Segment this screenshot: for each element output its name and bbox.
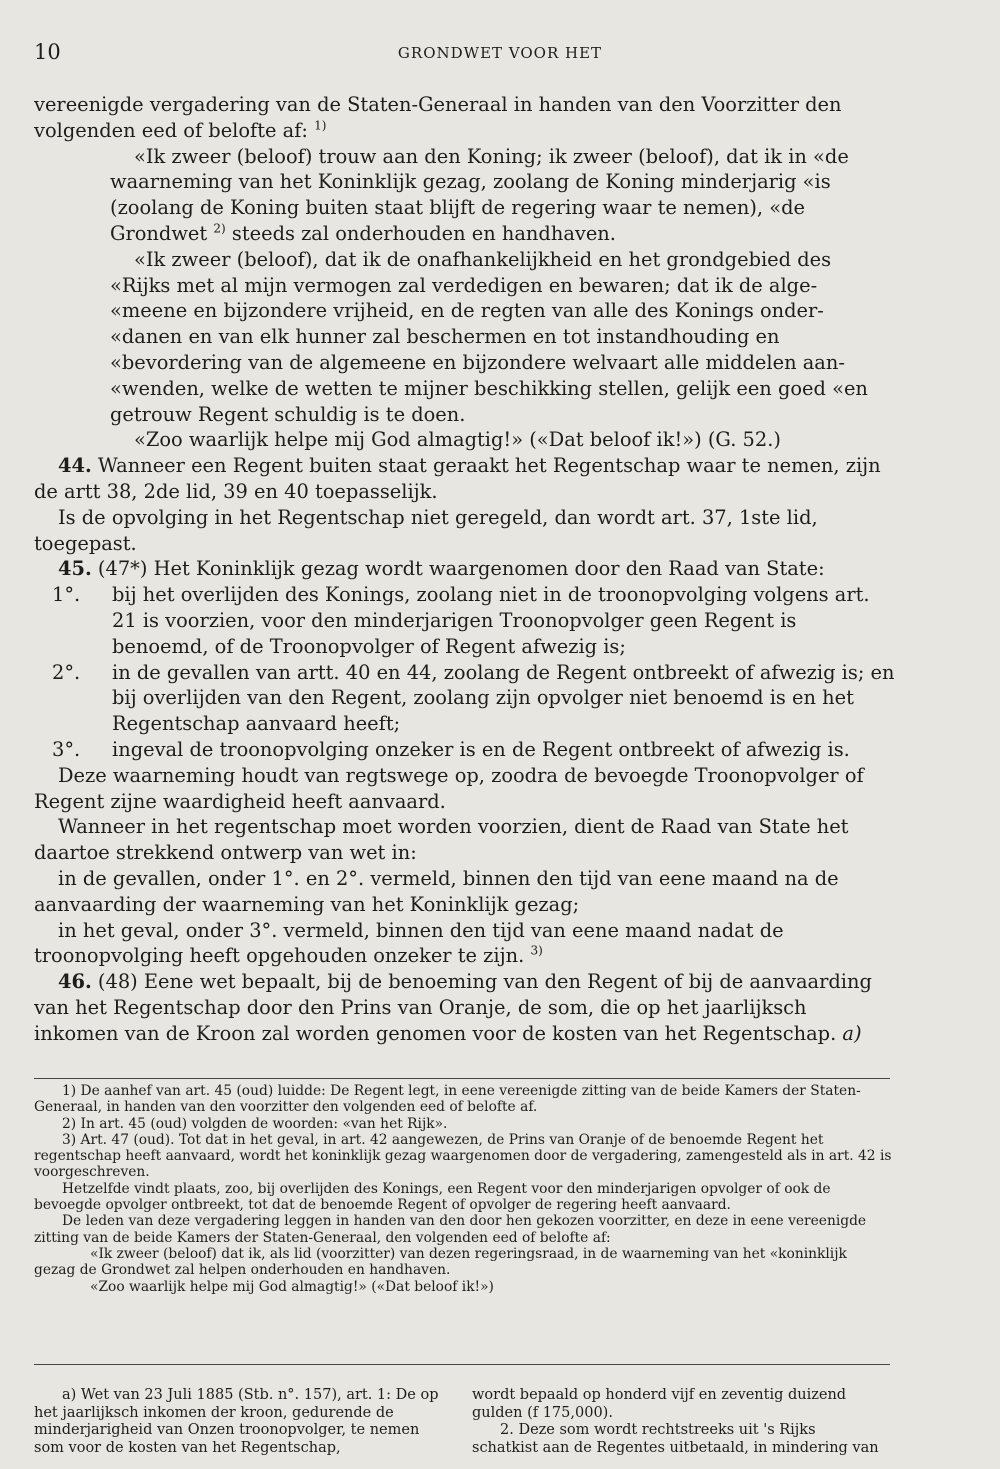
footnote-ref: 1) [314, 118, 327, 133]
footnote-quote: «Ik zweer (beloof) dat ik, als lid (voorzitter) van dezen regeringsraad, in de waarneming van het «koninklijk gezag de Grondwet zal helpen onderhouden en handhaven. [34, 1245, 847, 1279]
paragraph: vereenigde vergadering van de Staten-Generaal in handen van den Voorzitter den volgenden eed of belofte af: $^{1)}$ [34, 93, 842, 142]
running-title: GRONDWET VOOR HET [397, 44, 603, 62]
lower-notes-divider [34, 1364, 890, 1365]
footnote-ref: 2) [213, 221, 226, 236]
paragraph: Is de opvolging in het Regentschap niet geregeld, dan wordt art. 37, 1ste lid, toegepast. [34, 505, 818, 555]
page-number: 10 [34, 40, 61, 64]
article-number: 45. [58, 557, 92, 581]
footnote: Hetzelfde vindt plaats, zoo, bij overlijden des Konings, een Regent voor den minderjarigen opvolger of ook de bevoegde opvolger ontbreekt, tot dat de benoemde Regent of opvolger de regering heeft aanvaard. [34, 1180, 831, 1214]
footnote-quote: «Zoo waarlijk helpe mij God almagtig!» («Dat beloof ik!») [90, 1278, 494, 1295]
article-46: 46. (48) Eene wet bepaalt, bij de benoeming van den Regent of bij de aanvaarding van het Regentschap door den Prins van Oranje, de som, die op het jaarlijksch inkomen van de Kroon zal worden genomen voor de kosten van het Regentschap. a) [34, 970, 872, 1045]
lower-notes-right-column [472, 1387, 886, 1457]
footnote-ref: a) [842, 1021, 862, 1045]
paragraph: Deze waarneming houdt van regtswege op, zoodra de bevoegde Troonopvolger of Regent zijne waardigheid heeft aanvaard. [34, 763, 864, 813]
note-a-continued: wordt bepaald op honderd vijf en zeventig duizend gulden (f 175,000). [472, 1387, 847, 1421]
article-number: 44. [58, 454, 92, 478]
list-item: 2°. in de gevallen van artt. 40 en 44, zoolang de Regent ontbreekt of afwezig is; en bij overlijden van den Regent, zoolang zijn opvolger niet benoemd is en het Regentschap aanvaard heeft; [52, 660, 895, 736]
oath-paragraph: «Ik zweer (beloof) trouw aan den Koning; ik zweer (beloof), dat ik in «de waarneming van het Koninklijk gezag, zoolang de Koning minderjarig «is (zoolang de Koning buiten staat blijft de regering waar te nemen), «de Grondwet $^{2)}$ steeds zal onderhouden en handhaven. [110, 144, 849, 245]
article-number: 46. [58, 970, 92, 994]
note-a: a) Wet van 23 Juli 1885 (Stb. n°. 157), art. 1: De op het jaarlijksch inkomen der kroon, gedurende de minderjarigheid van Onzen troonopvolger, te nemen som voor de kosten van het Regentschap, [34, 1387, 439, 1456]
main-text [34, 92, 896, 1046]
footnote: De leden van deze vergadering leggen in handen van den door hen gekozen voorzitter, en deze in eene vereenigde zitting van de beide Kamers der Staten-Generaal, den volgenden eed of belofte af: [34, 1213, 867, 1246]
article-44: 44. Wanneer een Regent buiten staat geraakt het Regentschap waar te nemen, zijn de artt 38, 2de lid, 39 en 40 toepasselijk. [34, 454, 881, 503]
oath-paragraph: «Zoo waarlijk helpe mij God almagtig!» («Dat beloof ik!») (G. 52.) [134, 428, 781, 452]
list-item: 3°. ingeval de troonopvolging onzeker is en de Regent ontbreekt of afwezig is. [52, 737, 850, 761]
footnote: 1) De aanhef van art. 45 (oud) luidde: De Regent legt, in eene vereenigde zitting van de beide Kamers der Staten-Generaal, in handen van den voorzitter den volgenden eed of belofte af. [34, 1083, 861, 1116]
page-header [30, 40, 970, 64]
footnote-divider [34, 1078, 890, 1079]
paragraph: in het geval, onder 3°. vermeld, binnen den tijd van eene maand nadat de troonopvolging heeft opgehouden onzeker te zijn. $^{3)}$ [34, 918, 784, 968]
oath-paragraph: «Ik zweer (beloof), dat ik de onafhankelijkheid en het grondgebied des «Rijks met al mijn vermogen zal verdedigen en bewaren; dat ik de alge- «meene en bijzondere vrijheid, en de regten van alle des Konings onder- «danen en van elk hunner zal beschermen en tot instandhouding en «bevordering van de algemeene en bijzondere welvaart alle middelen aan- «wenden, welke de wetten te mijner beschikking stellen, gelijk een goed «en getrouw Regent schuldig is te doen. [110, 247, 868, 426]
paragraph: in de gevallen, onder 1°. en 2°. vermeld, binnen den tijd van eene maand na de aanvaarding der waarneming van het Koninklijk gezag; [34, 866, 839, 916]
list-item: 1°. bij het overlijden des Konings, zoolang niet in de troonopvolging volgens art. 21 is voorzien, voor den minderjarigen Troonopvolger geen Regent is benoemd, of de Troonopvolger of Regent afwezig is; [52, 583, 870, 658]
footnote: 3) Art. 47 (oud). Tot dat in het geval, in art. 42 aangewezen, de Prins van Oranje of de benoemde Regent het regentschap heeft aanvaard, wordt het koninklijk gezag waargenomen door de vergadering, zamengesteld als in art. 42 is voorgeschreven. [34, 1131, 892, 1181]
footnote: 2) In art. 45 (oud) volgden de woorden: «van het Rijk». [62, 1115, 448, 1132]
article-45: 45. (47*) Het Koninklijk gezag wordt waargenomen door den Raad van State: [58, 557, 825, 581]
paragraph: Wanneer in het regentschap moet worden voorzien, dient de Raad van State het daartoe strekkend ontwerp van wet in: [34, 815, 849, 865]
footnote-ref: 3) [530, 943, 543, 958]
footnotes [34, 1083, 892, 1295]
note-a-item-2: 2. Deze som wordt rechtstreeks uit 's Rijks schatkist aan de Regentes uitbetaald, in mindering van [472, 1422, 879, 1456]
lower-notes-left-column [34, 1387, 448, 1457]
